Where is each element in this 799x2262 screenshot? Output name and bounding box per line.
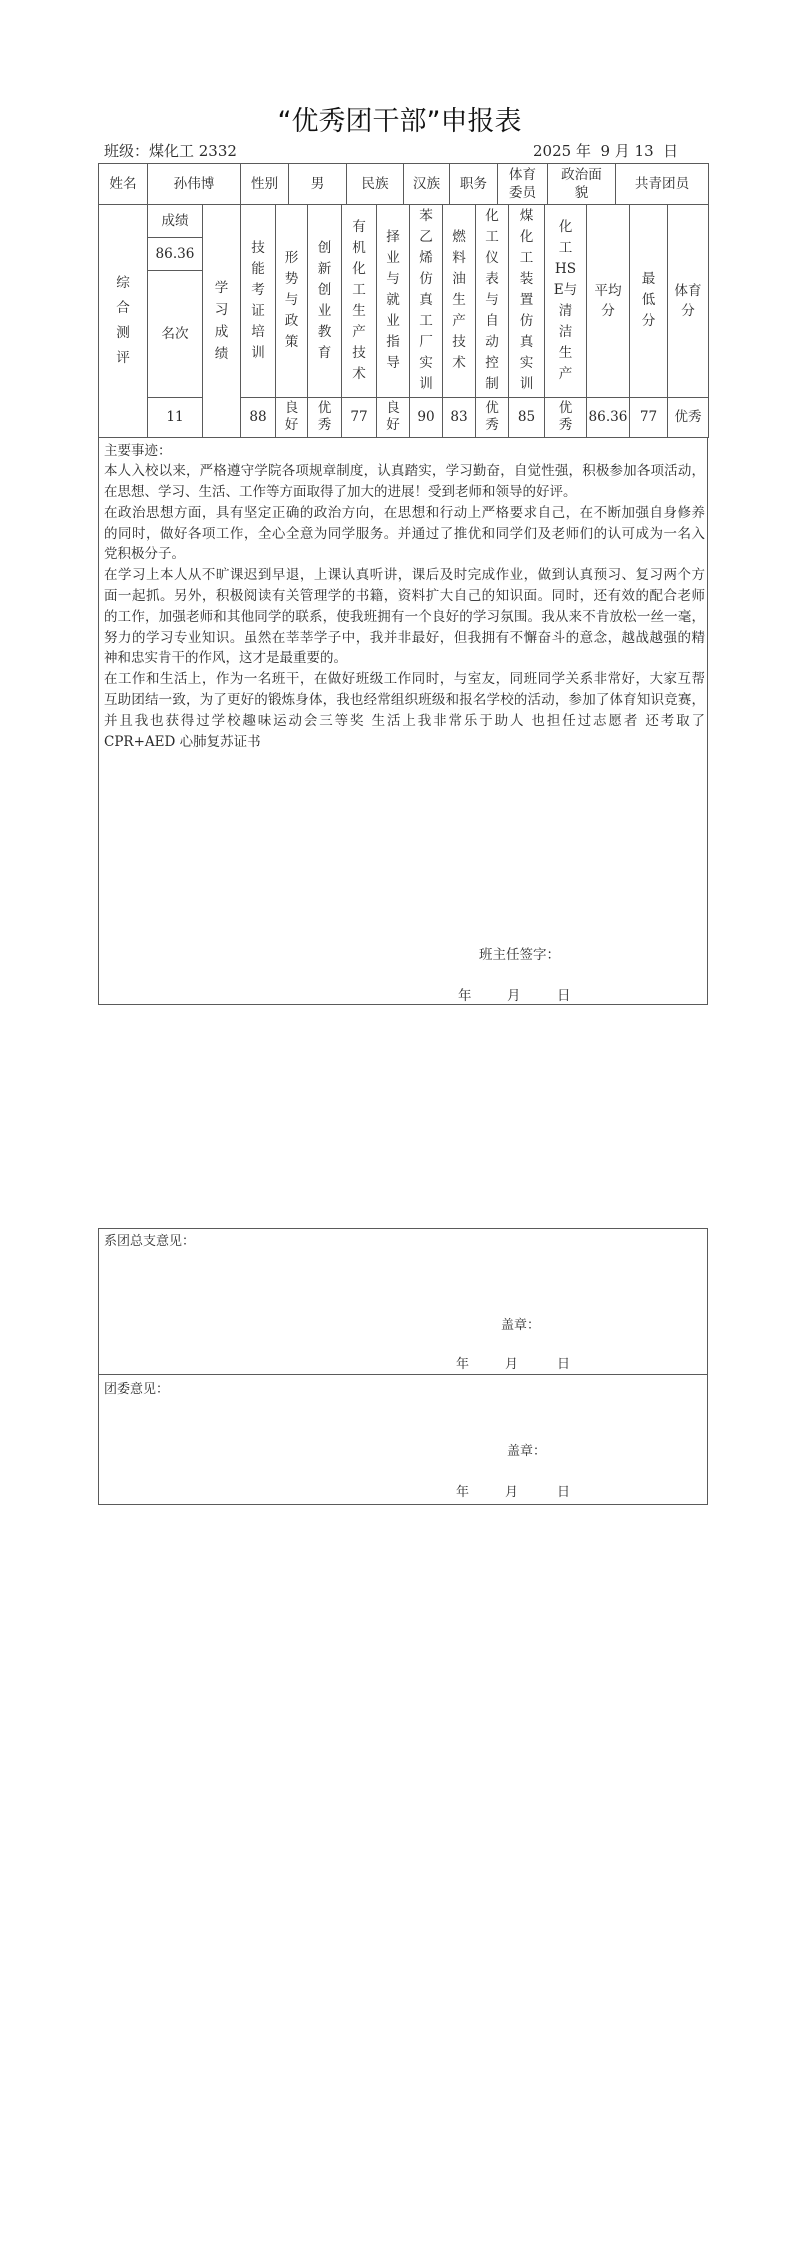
course-header-situation-policy: 形势与政策 — [284, 250, 299, 351]
political-status-label: 政治面貌 — [561, 167, 602, 201]
lowest-score-header-cell — [630, 205, 668, 397]
grades-row — [99, 397, 709, 437]
course-header-cell — [509, 205, 545, 397]
grade-career-guidance: 良好 — [386, 400, 400, 433]
deeds-line: 面一起抓。另外，积极阅读有关管理学的书籍，资料扩大自己的知识面。同时，还有效的配合老师 — [104, 588, 705, 605]
score-value: 86.36 — [148, 237, 203, 270]
course-header-fuel-oil-production: 燃料油生产技术 — [452, 229, 466, 372]
league-committee-opinion-month: 月 — [505, 1485, 519, 1500]
department-opinion-day: 日 — [557, 1357, 571, 1372]
deeds-line: 神和忠实肯干的作风，这才是最重要的。 — [104, 650, 347, 667]
average-score-header: 平均分 — [594, 282, 622, 319]
deeds-line: 努力的学习专业知识。虽然在莘莘学子中，我并非最好，但我拥有不懈奋斗的意念，越战越强的精 — [104, 629, 705, 646]
name-label: 姓名 — [99, 164, 148, 205]
course-header-career-guidance: 择业与就业指导 — [386, 229, 400, 372]
study-grades-label: 学习成绩 — [214, 279, 229, 362]
basic-info-table — [98, 163, 709, 205]
form-title: “优秀团干部”申报表 — [277, 106, 522, 137]
comprehensive-evaluation-label: 综合测评 — [116, 274, 130, 366]
deeds-line: 党积极分子。 — [104, 546, 185, 563]
main-deeds-box — [98, 438, 708, 1005]
ethnicity-value: 汉族 — [404, 164, 450, 205]
comprehensive-evaluation-cell — [99, 205, 148, 437]
course-header-innovation-entrepreneurship: 创新创业教育 — [317, 239, 332, 361]
deeds-line: 在政治思想方面，具有坚定正确的政治方向，在思想和行动上严格要求自己，在不断加强自身修养 — [104, 504, 705, 521]
course-header-coal-chemical-simulation-training: 煤化工装置仿真实训 — [519, 208, 534, 393]
deeds-line: 的工作，加强老师和其他同学的联系，使我班拥有一个良好的学习氛围。我从来不肯放松一丝一毫， — [104, 608, 705, 625]
grade-fuel-oil-production: 83 — [443, 397, 476, 437]
head-teacher-signature-label: 班主任签字： — [479, 946, 560, 963]
deeds-line: 互助团结一致，为了更好的锻炼身体，我也经常组织班级和报名学校的活动，参加了体育知识竞赛， — [104, 692, 705, 709]
class-info: 班级：煤化工 2332 — [104, 142, 237, 160]
opinions-table — [98, 1228, 708, 1505]
evaluation-header-row — [99, 205, 709, 237]
grade-instrumentation-control: 优秀 — [485, 400, 499, 433]
grade-innovation-entrepreneurship: 优秀 — [317, 400, 332, 433]
application-form — [98, 163, 708, 1005]
grade-situation-policy: 良好 — [284, 400, 299, 433]
political-status-label-cell — [548, 164, 616, 205]
deeds-line: 在思想、学习、生活、工作等方面取得了加大的进展！受到老师和领导的好评。 — [104, 484, 577, 501]
position-label: 职务 — [450, 164, 498, 205]
study-grades-cell — [203, 205, 241, 437]
league-committee-opinion-year: 年 — [456, 1485, 470, 1500]
deeds-line: 并且我也获得过学校趣味运动会三等奖 生活上我非常乐于助人 也担任过志愿者 还考取了 — [104, 712, 705, 729]
ethnicity-label: 民族 — [347, 164, 404, 205]
league-committee-opinion-day: 日 — [557, 1485, 571, 1500]
head-teacher-sign-day: 日 — [557, 987, 571, 1004]
average-score-header-cell — [587, 205, 630, 397]
department-opinion-year: 年 — [456, 1357, 470, 1372]
head-teacher-sign-month: 月 — [507, 987, 521, 1004]
deeds-heading: 主要事迹： — [104, 442, 172, 459]
course-header-cell — [545, 205, 587, 397]
course-header-cell — [276, 205, 308, 397]
position-value: 体育委员 — [508, 167, 537, 201]
position-cell — [498, 164, 548, 205]
deeds-line: 的同时，做好各项工作，全心全意为同学服务。并通过了推优和同学们及老师们的认可成为一名入 — [104, 525, 705, 542]
grade-skill-certification: 88 — [241, 397, 276, 437]
course-header-cell — [377, 205, 410, 397]
gender-value: 男 — [289, 164, 347, 205]
course-header-cell — [342, 205, 377, 397]
course-header-skill-certification: 技能考证培训 — [251, 239, 265, 361]
deeds-line: 在工作和生活上，作为一名班干，在做好班级工作同时，与室友，同班同学关系非常好，大家互帮 — [104, 671, 705, 688]
course-header-cell — [476, 205, 509, 397]
course-header-cell — [308, 205, 342, 397]
evaluation-table — [98, 205, 709, 438]
lowest-score-header: 最低分 — [641, 271, 656, 330]
grade-organic-chemical-production: 77 — [342, 397, 377, 437]
fill-date: 2025 年 9 月 13 日 — [533, 142, 679, 160]
course-header-cell — [410, 205, 443, 397]
department-seal-label: 盖章： — [501, 1318, 541, 1333]
deeds-line: CPR+AED 心肺复苏证书 — [104, 733, 261, 750]
score-label: 成绩 — [148, 205, 203, 237]
grade-coal-chemical-simulation-training: 85 — [509, 397, 545, 437]
department-opinion-month: 月 — [505, 1357, 519, 1372]
rank-value: 11 — [148, 397, 203, 437]
league-committee-opinion-box — [98, 1375, 708, 1505]
basic-info-row — [99, 164, 709, 205]
name-value: 孙伟博 — [148, 164, 241, 205]
grade-styrene-simulation-training: 90 — [410, 397, 443, 437]
department-opinion-box — [98, 1228, 708, 1375]
grade-cell — [308, 397, 342, 437]
course-header-organic-chemical-production: 有机化工生产技术 — [352, 218, 366, 382]
political-status-value: 共青团员 — [616, 164, 709, 205]
grade-cell — [545, 397, 587, 437]
grade-cell — [476, 397, 509, 437]
course-header-cell — [241, 205, 276, 397]
pe-score-header: 体育分 — [674, 282, 702, 319]
deeds-line: 在学习上本人从不旷课迟到早退，上课认真听讲，课后及时完成作业，做到认真预习、复习两个方 — [104, 567, 705, 584]
average-score-value: 86.36 — [587, 397, 630, 437]
grade-cell — [276, 397, 308, 437]
course-header-cell — [443, 205, 476, 397]
deeds-line: 本人入校以来，严格遵守学院各项规章制度，认真踏实，学习勤奋，自觉性强，积极参加各项活动， — [104, 463, 705, 480]
grade-hse-clean-production: 优秀 — [558, 400, 573, 433]
course-header-styrene-simulation-training: 苯乙烯仿真工厂实训 — [419, 208, 433, 393]
league-committee-opinion-label: 团委意见： — [104, 1382, 170, 1397]
pe-score-value: 优秀 — [668, 397, 709, 437]
grade-cell — [377, 397, 410, 437]
league-committee-seal-label: 盖章： — [507, 1444, 547, 1459]
department-opinion-label: 系团总支意见： — [104, 1234, 196, 1249]
pe-score-header-cell — [668, 205, 709, 397]
lowest-score-value: 77 — [630, 397, 668, 437]
gender-label: 性别 — [241, 164, 289, 205]
course-header-hse-clean-production: 化工HSE与清洁生产 — [553, 218, 578, 382]
course-header-instrumentation-control: 化工仪表与自动控制 — [485, 208, 499, 393]
head-teacher-sign-year: 年 — [458, 987, 472, 1004]
rank-label: 名次 — [148, 270, 203, 397]
